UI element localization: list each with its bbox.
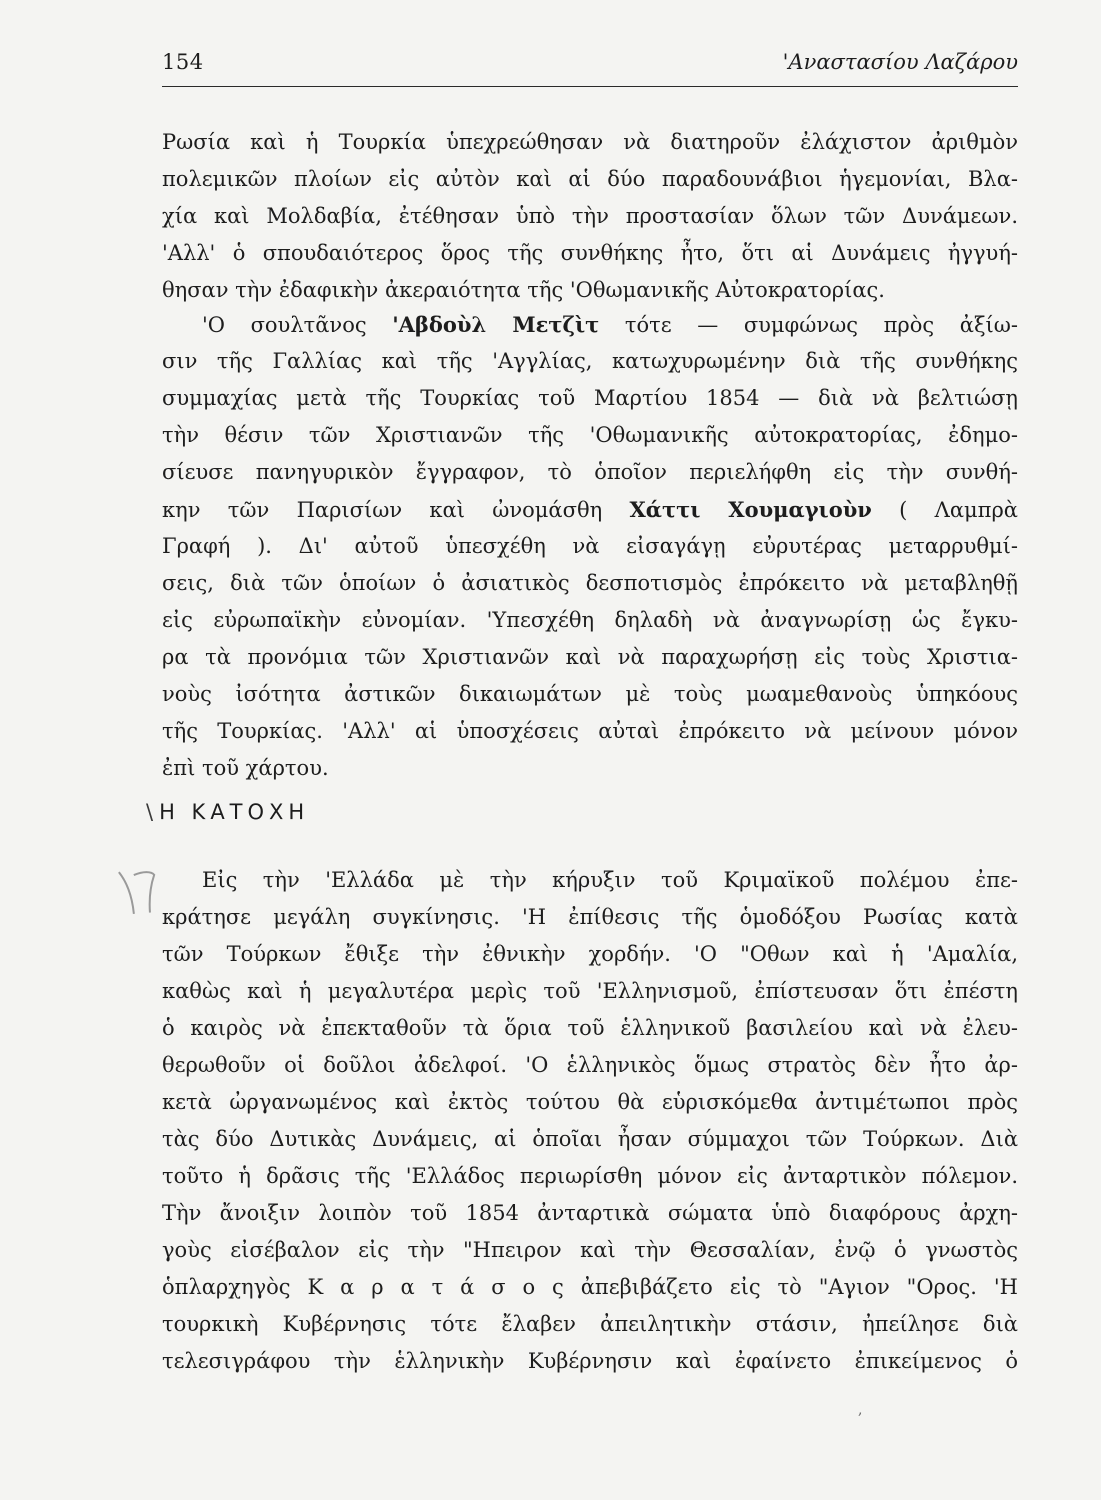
text-line: τελεσιγράφου τὴν ἑλληνικὴν Κυβέρνησιν καὶ ἐφαίνετο ἐπικείμενος ὁ <box>162 1349 1018 1373</box>
paragraph-2 <box>162 306 1018 787</box>
text-line: γοὺς εἰσέβαλον εἰς τὴν "Ηπειρον καὶ τὴν Θεσσαλίαν, ἐνῷ ὁ γνωστὸς <box>162 1238 1018 1262</box>
text-line: εἰς εὐρωπαϊκὴν εὐνομίαν. 'Υπεσχέθη δηλαδὴ νὰ ἀναγνωρίσῃ ὡς ἔγκυ- <box>162 608 1018 632</box>
text-line: σιν τῆς Γαλλίας καὶ τῆς 'Αγγλίας, κατωχυρωμένην διὰ τῆς συνθήκης <box>162 349 1018 373</box>
margin-check-mark: \ <box>146 800 154 824</box>
running-head: 'Αναστασίου Λαζάρου <box>782 50 1018 74</box>
text-line: σεις, διὰ τῶν ὁποίων ὁ ἀσιατικὸς δεσποτισμὸς ἐπρόκειτο νὰ μεταβληθῇ <box>162 571 1018 595</box>
text-fragment: 'Ο σουλτᾶνος <box>202 313 393 337</box>
page-number: 154 <box>162 50 204 74</box>
text-line: Ρωσία καὶ ἡ Τουρκία ὑπεχρεώθησαν νὰ διατηροῦν ἐλάχιστον ἀριθμὸν <box>162 130 1018 154</box>
text-line: τουρκικὴ Κυβέρνησις τότε ἔλαβεν ἀπειλητικὴν στάσιν, ἠπείλησε διὰ <box>162 1312 1018 1336</box>
text-line: ἐπὶ τοῦ χάρτου. <box>162 756 329 780</box>
text-line: κράτησε μεγάλη συγκίνησις. 'Η ἐπίθεσις τῆς ὁμοδόξου Ρωσίας κατὰ <box>162 905 1018 929</box>
text-line: καθὼς καὶ ἡ μεγαλυτέρα μερὶς τοῦ 'Ελληνισμοῦ, ἐπίστευσαν ὅτι ἐπέστη <box>162 979 1018 1003</box>
text-fragment: κην τῶν Παρισίων καὶ ὠνομάσθη <box>162 498 630 522</box>
text-line: τὴν θέσιν τῶν Χριστιανῶν τῆς 'Οθωμανικῆς αὐτοκρατορίας, ἐδημο- <box>162 423 1018 447</box>
text-fragment: ( Λαμπρὰ <box>871 498 1018 522</box>
section-title: Η ΚΑΤΟΧΗ <box>159 800 310 824</box>
text-line: ὁπλαρχηγὸς Κ α ρ α τ ά σ ο ς ἀπεβιβάζετο εἰς τὸ "Αγιον "Ορος. 'Η <box>162 1275 1018 1299</box>
sultan-name: 'Αβδοὺλ Μετζὶτ <box>392 312 600 337</box>
pencil-stroke-icon <box>111 856 168 924</box>
text-line: σίευσε πανηγυρικὸν ἔγγραφον, τὸ ὁποῖον περιελήφθη εἰς τὴν συνθή- <box>162 460 1018 484</box>
text-line: ὁ καιρὸς νὰ ἐπεκταθοῦν τὰ ὅρια τοῦ ἑλληνικοῦ βασιλείου καὶ νὰ ἐλευ- <box>162 1016 1018 1040</box>
text-line: θερωθοῦν οἱ δοῦλοι ἀδελφοί. 'Ο ἑλληνικὸς ὅμως στρατὸς δὲν ἦτο ἀρ- <box>162 1053 1018 1077</box>
text-line: Εἰς τὴν 'Ελλάδα μὲ τὴν κήρυξιν τοῦ Κριμαϊκοῦ πολέμου ἐπε- <box>202 868 1018 892</box>
paragraph-3 <box>162 862 1018 1380</box>
text-line: θησαν τὴν ἐδαφικὴν ἀκεραιότητα τῆς 'Οθωμανικῆς Αὐτοκρατορίας. <box>162 278 885 302</box>
section-heading <box>146 800 309 824</box>
page-header <box>162 48 1018 87</box>
text-line <box>162 306 1018 343</box>
stray-ink-mark-icon: , <box>858 1402 863 1418</box>
text-line: τὰς δύο Δυτικὰς Δυνάμεις, αἱ ὁποῖαι ἦσαν σύμμαχοι τῶν Τούρκων. Διὰ <box>162 1127 1018 1151</box>
text-line: ρα τὰ προνόμια τῶν Χριστιανῶν καὶ νὰ παραχωρήσῃ εἰς τοὺς Χριστια- <box>162 645 1018 669</box>
text-fragment: τότε — συμφώνως πρὸς ἀξίω- <box>599 313 1018 337</box>
text-line: τῶν Τούρκων ἔθιξε τὴν ἐθνικὴν χορδήν. 'Ο "Οθων καὶ ἡ 'Αμαλία, <box>162 942 1018 966</box>
text-line: συμμαχίας μετὰ τῆς Τουρκίας τοῦ Μαρτίου 1854 — διὰ νὰ βελτιώσῃ <box>162 386 1018 410</box>
text-line: 'Αλλ' ὁ σπουδαιότερος ὅρος τῆς συνθήκης ἦτο, ὅτι αἱ Δυνάμεις ἠγγυή- <box>162 241 1018 265</box>
text-line: τοῦτο ἡ δρᾶσις τῆς 'Ελλάδος περιωρίσθη μόνον εἰς ἀνταρτικὸν πόλεμον. <box>162 1164 1018 1188</box>
text-line: Γραφή ). Δι' αὐτοῦ ὑπεσχέθη νὰ εἰσαγάγῃ εὐρυτέρας μεταρρυθμί- <box>162 534 1018 558</box>
text-line: χία καὶ Μολδαβία, ἐτέθησαν ὑπὸ τὴν προστασίαν ὅλων τῶν Δυνάμεων. <box>162 204 1018 228</box>
paragraph-1 <box>162 124 1018 309</box>
text-line: τῆς Τουρκίας. 'Αλλ' αἱ ὑποσχέσεις αὐταὶ ἐπρόκειτο νὰ μείνουν μόνον <box>162 719 1018 743</box>
text-line: πολεμικῶν πλοίων εἰς αὐτὸν καὶ αἱ δύο παραδουνάβιοι ἡγεμονίαι, Βλα- <box>162 167 1018 191</box>
text-line: Τὴν ἄνοιξιν λοιπὸν τοῦ 1854 ἀνταρτικὰ σώματα ὑπὸ διαφόρους ἀρχη- <box>162 1201 1018 1225</box>
text-line: νοὺς ἰσότητα ἀστικῶν δικαιωμάτων μὲ τοὺς μωαμεθανοὺς ὑπηκόους <box>162 682 1018 706</box>
text-line: κετὰ ὠργανωμένος καὶ ἐκτὸς τούτου θὰ εὑρισκόμεθα ἀντιμέτωποι πρὸς <box>162 1090 1018 1114</box>
text-line <box>162 491 1018 528</box>
decree-name: Χάττι Χουμαγιοὺν <box>629 497 872 522</box>
